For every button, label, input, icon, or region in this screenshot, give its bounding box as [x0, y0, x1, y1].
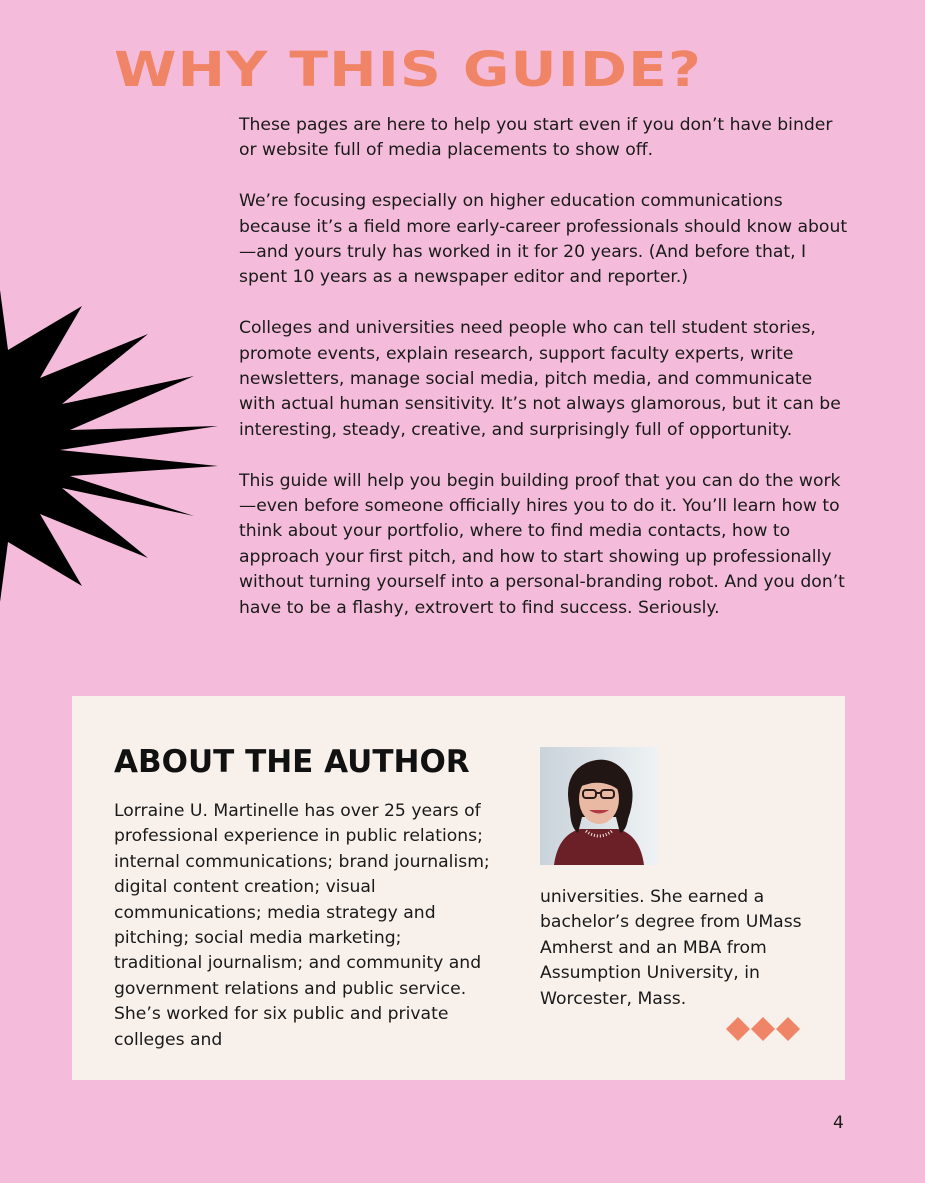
starburst-decoration: [0, 290, 220, 602]
diamond-icon: [751, 1017, 775, 1041]
page-title: WHY THIS GUIDE?: [114, 42, 703, 98]
diamond-icon: [726, 1017, 750, 1041]
page-number: 4: [833, 1113, 844, 1133]
about-author-heading: ABOUT THE AUTHOR: [114, 744, 470, 780]
intro-paragraph: These pages are here to help you start even if you don’t have binder or website full of media placements to show off.: [239, 115, 833, 161]
intro-text: [239, 113, 849, 621]
author-bio-column-1: Lorraine U. Martinelle has over 25 years of professional experience in public relations; internal communications; brand journalism; digital content creation; visual communications; media strategy and pitching; social media marketing; traditional journalism; and community and government relations and public service. She’s worked for six public and private colleges and: [114, 801, 490, 1050]
author-photo: [540, 747, 658, 865]
intro-paragraph: This guide will help you begin building proof that you can do the work—even before someone officially hires you to do it. You’ll learn how to think about your portfolio, where to find media contacts, how to approach your first pitch, and how to start showing up professionally without turning yourself into a personal-branding robot. And you don’t have to be a flashy, extrovert to find success. Seriously.: [239, 470, 845, 618]
intro-paragraph: Colleges and universities need people who can tell student stories, promote events, explain research, support faculty experts, write newsletters, manage social media, pitch media, and communicate with actual human sensitivity. It’s not always glamorous, but it can be interesting, steady, creative, and surprisingly full of opportunity.: [239, 318, 841, 440]
about-author-card: [72, 696, 845, 1080]
author-bio-column-2: universities. She earned a bachelor’s degree from UMass Amherst and an MBA from Assumption University, in Worcester, Mass.: [540, 887, 802, 1009]
intro-paragraph: We’re focusing especially on higher education communications because it’s a field more early-career professionals should know about—and yours truly has worked in it for 20 years. (And before that, I spent 10 years as a newspaper editor and reporter.): [239, 191, 848, 288]
diamond-ornament-icon: [726, 1015, 802, 1043]
starburst-shape: [0, 290, 218, 602]
diamond-icon: [776, 1017, 800, 1041]
